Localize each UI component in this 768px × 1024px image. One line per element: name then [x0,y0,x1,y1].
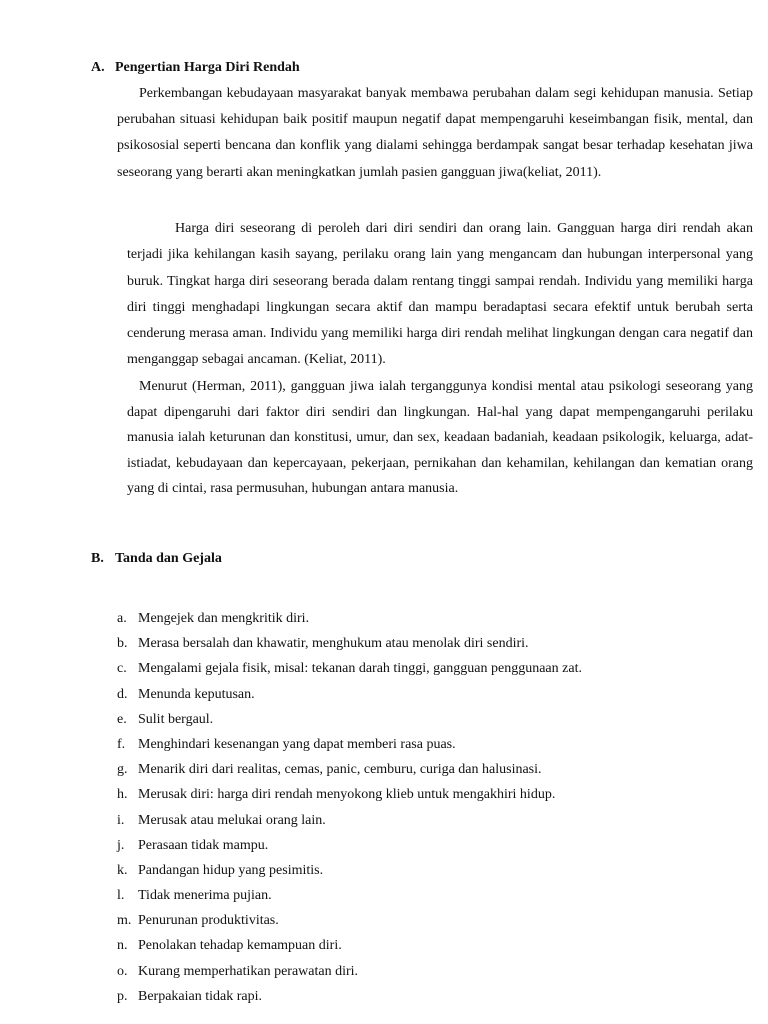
list-item-text: Mengejek dan mengkritik diri. [138,611,310,626]
list-item-text: Merusak diri: harga diri rendah menyokong klieb untuk mengakhiri hidup. [138,787,556,803]
list-marker: m. [117,913,132,929]
list-item [117,782,757,807]
list-item-text: Menghindari kesenangan yang dapat memberi rasa puas. [138,736,456,752]
list-marker: n. [117,938,128,954]
list-marker: d. [117,686,128,702]
list-item-text: Penurunan produktivitas. [138,913,279,929]
list-marker: b. [117,636,128,652]
list-item [117,707,757,732]
list-item-text: Berpakaian tidak rapi. [138,988,263,1004]
list-item-text: Sulit bergaul. [138,711,214,727]
list-marker: g. [117,762,128,778]
section-b-heading [91,550,222,568]
list-item-text: Kurang memperhatikan perawatan diri. [138,963,359,979]
section-a-letter: A. [91,60,105,75]
list-item [117,883,757,908]
section-a-paragraph-3: Menurut (Herman, 2011), gangguan jiwa ialah terganggunya kondisi mental atau psikologi seseorang yang dapat dipengaruhi dari faktor diri sendiri dan lingkungan. Hal-hal yang dapat mempengangaruhi perilaku manusia ialah keturunan dan konstitusi, umur, dan sex, keadaan badaniah, keadaan psikologik, keluarga, adat-istiadat, kebudayaan dan kepercayaan, pekerjaan, pernikahan dan kehamilan, kehilangan dan kematian orang yang di cintai, rasa permusuhan, hubungan antara manusia. [127,379,753,497]
list-item [117,606,757,631]
list-item-text: Pandangan hidup yang pesimitis. [138,862,324,878]
list-item-text: Perasaan tidak mampu. [138,837,269,853]
list-item-text: Mengalami gejala fisik, misal: tekanan darah tinggi, gangguan penggunaan zat. [138,661,582,677]
list-marker: e. [117,711,127,727]
list-item [117,858,757,883]
list-marker: k. [117,862,128,878]
list-marker: i. [117,812,125,828]
list-marker: j. [117,837,125,853]
list-item [117,833,757,858]
list-item [117,656,757,681]
list-item [117,682,757,707]
list-item-text: Penolakan tehadap kemampuan diri. [138,938,342,954]
section-a-paragraph-1: Perkembangan kebudayaan masyarakat banyak membawa perubahan dalam segi kehidupan manusia. Setiap perubahan situasi kehidupan baik positif maupun negatif dapat mempengaruhi keseimbangan fisik, mental, dan psikososial seperti bencana dan konflik yang dialami sehingga berdampak sangat besar terhadap kesehatan jiwa seseorang yang berarti akan meningkatkan jumlah pasien gangguan jiwa(keliat, 2011). [117,86,753,180]
list-marker: o. [117,963,128,979]
section-a-title: Pengertian Harga Diri Rendah [115,60,300,75]
list-item-text: Menarik diri dari realitas, cemas, panic, cemburu, curiga dan halusinasi. [138,762,542,778]
list-marker: p. [117,988,128,1004]
list-marker: l. [117,888,125,904]
list-marker: a. [117,611,127,626]
list-item [117,984,757,1009]
list-marker: c. [117,661,127,677]
list-marker: h. [117,787,128,803]
list-item [117,908,757,933]
list-item [117,808,757,833]
list-item-text: Merasa bersalah dan khawatir, menghukum atau menolak diri sendiri. [138,636,529,652]
list-item [117,732,757,757]
list-marker: f. [117,736,126,752]
list-item-text: Tidak menerima pujian. [138,888,272,904]
list-item [117,933,757,958]
list-item [117,757,757,782]
section-a-paragraph-2: Harga diri seseorang di peroleh dari diri sendiri dan orang lain. Gangguan harga diri rendah akan terjadi jika kehilangan kasih sayang, perilaku orang lain yang mengancam dan hubungan interpersonal yang buruk. Tingkat harga diri seseorang berada dalam rentang tinggi sampai rendah. Individu yang memiliki harga diri tinggi menghadapi lingkungan secara aktif dan mampu beradaptasi secara efektif untuk berubah serta cenderung merasa aman. Individu yang memiliki harga diri rendah melihat lingkungan dengan cara negatif dan menganggap sebagai ancaman. (Keliat, 2011). [127,221,753,368]
section-a-heading [91,59,300,77]
list-item [117,959,757,984]
list-item [117,631,757,656]
list-item-text: Merusak atau melukai orang lain. [138,812,326,828]
list-item-text: Menunda keputusan. [138,686,255,702]
section-b-letter: B. [91,551,104,566]
symptoms-list [117,606,757,1009]
section-b-title: Tanda dan Gejala [115,551,222,566]
